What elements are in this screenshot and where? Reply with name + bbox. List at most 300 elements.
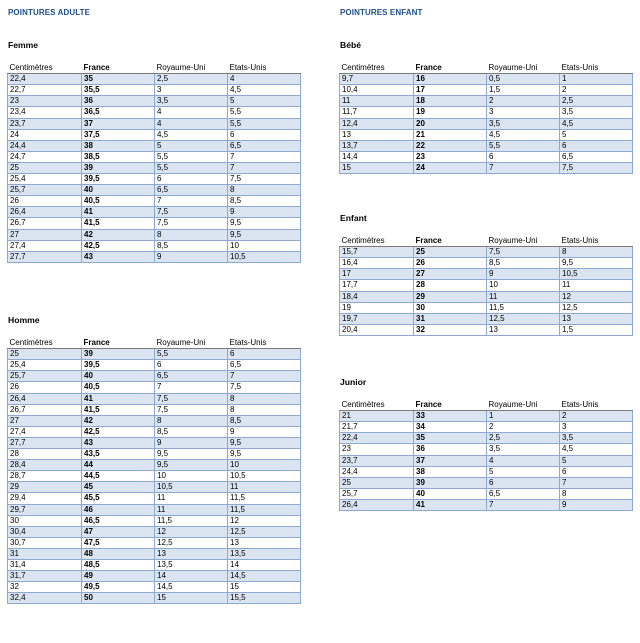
cell-etats-unis: 7,5	[560, 162, 633, 173]
cell-france: 37	[82, 118, 155, 129]
cell-royaume-uni: 14,5	[155, 582, 228, 593]
column-header-royaume-uni: Royaume-Uni	[487, 400, 560, 411]
column-header-centimetres: Centimètres	[8, 63, 82, 74]
cell-centimetres: 22,7	[8, 85, 82, 96]
cell-etats-unis: 9	[560, 499, 633, 510]
cell-etats-unis: 9	[228, 426, 301, 437]
cell-centimetres: 30	[8, 515, 82, 526]
table-row	[8, 207, 301, 218]
column-header-etats-unis: Etats-Unis	[228, 63, 301, 74]
table-row	[8, 493, 301, 504]
cell-royaume-uni: 6,5	[155, 371, 228, 382]
cell-centimetres: 23	[8, 96, 82, 107]
cell-royaume-uni: 13,5	[155, 559, 228, 570]
column-header-centimetres: Centimètres	[8, 338, 82, 349]
cell-etats-unis: 11,5	[228, 493, 301, 504]
table-row	[340, 444, 633, 455]
cell-royaume-uni: 1	[487, 411, 560, 422]
cell-etats-unis: 4,5	[228, 85, 301, 96]
cell-royaume-uni: 7,5	[155, 393, 228, 404]
cell-centimetres: 22,4	[8, 74, 82, 85]
cell-centimetres: 30,4	[8, 526, 82, 537]
cell-centimetres: 24,4	[8, 140, 82, 151]
table-row	[8, 349, 301, 360]
cell-centimetres: 23,7	[340, 455, 414, 466]
bebe-table	[339, 63, 633, 174]
cell-centimetres: 28,7	[8, 471, 82, 482]
cell-centimetres: 21	[340, 411, 414, 422]
cell-france: 46	[82, 504, 155, 515]
column-header-centimetres: Centimètres	[340, 63, 414, 74]
table-row	[8, 393, 301, 404]
cell-royaume-uni: 2,5	[487, 433, 560, 444]
cell-royaume-uni: 2	[487, 422, 560, 433]
cell-centimetres: 27	[8, 229, 82, 240]
table-row	[8, 140, 301, 151]
cell-royaume-uni: 5	[155, 140, 228, 151]
table-row	[340, 411, 633, 422]
table-row	[8, 471, 301, 482]
cell-royaume-uni: 10,5	[155, 482, 228, 493]
column-header-royaume-uni: Royaume-Uni	[487, 63, 560, 74]
table-row	[340, 488, 633, 499]
cell-etats-unis: 2,5	[560, 96, 633, 107]
table-row	[340, 466, 633, 477]
cell-centimetres: 31,7	[8, 571, 82, 582]
cell-royaume-uni: 10	[487, 280, 560, 291]
cell-centimetres: 30,7	[8, 537, 82, 548]
cell-etats-unis: 14,5	[228, 571, 301, 582]
cell-etats-unis: 10,5	[560, 269, 633, 280]
cell-france: 26	[414, 258, 487, 269]
cell-etats-unis: 5,5	[228, 118, 301, 129]
cell-royaume-uni: 8,5	[155, 426, 228, 437]
cell-centimetres: 28,4	[8, 460, 82, 471]
cell-france: 38	[414, 466, 487, 477]
cell-royaume-uni: 2	[487, 96, 560, 107]
cell-france: 19	[414, 107, 487, 118]
cell-centimetres: 25	[8, 162, 82, 173]
table-row	[340, 140, 633, 151]
cell-centimetres: 23,4	[8, 107, 82, 118]
cell-royaume-uni: 12,5	[487, 313, 560, 324]
cell-royaume-uni: 7,5	[155, 404, 228, 415]
cell-centimetres: 11,7	[340, 107, 414, 118]
cell-royaume-uni: 9,5	[155, 449, 228, 460]
table-row	[8, 162, 301, 173]
cell-etats-unis: 10,5	[228, 251, 301, 262]
cell-centimetres: 18,4	[340, 291, 414, 302]
table-row	[8, 482, 301, 493]
cell-royaume-uni: 1,5	[487, 85, 560, 96]
cell-royaume-uni: 6,5	[487, 488, 560, 499]
column-header-france: France	[414, 63, 487, 74]
table-row	[340, 96, 633, 107]
cell-royaume-uni: 8,5	[487, 258, 560, 269]
table-row	[8, 382, 301, 393]
cell-france: 21	[414, 129, 487, 140]
cell-etats-unis: 9,5	[228, 437, 301, 448]
cell-centimetres: 24	[8, 129, 82, 140]
homme-table	[7, 338, 301, 604]
table-row	[8, 515, 301, 526]
cell-france: 35	[82, 74, 155, 85]
cell-centimetres: 20,4	[340, 324, 414, 335]
table-row	[8, 537, 301, 548]
table-row	[8, 548, 301, 559]
cell-france: 27	[414, 269, 487, 280]
cell-france: 39	[414, 477, 487, 488]
cell-centimetres: 11	[340, 96, 414, 107]
enfant-table	[339, 236, 633, 336]
table-row	[340, 280, 633, 291]
cell-centimetres: 26	[8, 382, 82, 393]
cell-centimetres: 25,4	[8, 174, 82, 185]
table-row	[340, 422, 633, 433]
cell-centimetres: 25,4	[8, 360, 82, 371]
cell-etats-unis: 5,5	[228, 107, 301, 118]
cell-royaume-uni: 7	[155, 382, 228, 393]
cell-france: 18	[414, 96, 487, 107]
table-row	[8, 582, 301, 593]
column-header-etats-unis: Etats-Unis	[560, 400, 633, 411]
cell-france: 42	[82, 415, 155, 426]
cell-centimetres: 9,7	[340, 74, 414, 85]
cell-royaume-uni: 4	[487, 455, 560, 466]
cell-centimetres: 17	[340, 269, 414, 280]
cell-etats-unis: 1,5	[560, 324, 633, 335]
cell-france: 49,5	[82, 582, 155, 593]
table-row	[340, 258, 633, 269]
table-row	[8, 96, 301, 107]
cell-etats-unis: 11	[560, 280, 633, 291]
junior-title: Junior	[340, 377, 367, 387]
table-row	[340, 313, 633, 324]
cell-france: 48	[82, 548, 155, 559]
cell-france: 34	[414, 422, 487, 433]
cell-etats-unis: 7	[228, 371, 301, 382]
cell-etats-unis: 9,5	[228, 218, 301, 229]
table-row	[340, 433, 633, 444]
cell-etats-unis: 6,5	[228, 140, 301, 151]
cell-royaume-uni: 4,5	[155, 129, 228, 140]
cell-royaume-uni: 5,5	[155, 162, 228, 173]
cell-france: 45	[82, 482, 155, 493]
cell-royaume-uni: 9	[155, 251, 228, 262]
cell-etats-unis: 6,5	[560, 151, 633, 162]
cell-royaume-uni: 7,5	[487, 247, 560, 258]
cell-royaume-uni: 6	[155, 174, 228, 185]
cell-royaume-uni: 5,5	[155, 349, 228, 360]
cell-france: 40	[82, 371, 155, 382]
cell-centimetres: 25,7	[8, 185, 82, 196]
cell-etats-unis: 3	[560, 422, 633, 433]
cell-etats-unis: 9,5	[228, 449, 301, 460]
cell-france: 38,5	[82, 151, 155, 162]
cell-etats-unis: 7,5	[228, 382, 301, 393]
cell-etats-unis: 15,5	[228, 593, 301, 604]
cell-france: 41,5	[82, 218, 155, 229]
cell-etats-unis: 3,5	[560, 433, 633, 444]
cell-centimetres: 32	[8, 582, 82, 593]
cell-royaume-uni: 3,5	[487, 444, 560, 455]
cell-centimetres: 29	[8, 482, 82, 493]
cell-france: 37	[414, 455, 487, 466]
cell-royaume-uni: 11	[155, 493, 228, 504]
cell-etats-unis: 7,5	[228, 174, 301, 185]
table-row	[8, 174, 301, 185]
cell-france: 33	[414, 411, 487, 422]
table-row	[340, 499, 633, 510]
cell-centimetres: 17,7	[340, 280, 414, 291]
table-row	[8, 437, 301, 448]
table-row	[8, 74, 301, 85]
cell-royaume-uni: 6,5	[155, 185, 228, 196]
cell-france: 35,5	[82, 85, 155, 96]
cell-etats-unis: 12,5	[560, 302, 633, 313]
cell-royaume-uni: 12	[155, 526, 228, 537]
cell-france: 48,5	[82, 559, 155, 570]
table-row	[8, 129, 301, 140]
cell-royaume-uni: 0,5	[487, 74, 560, 85]
cell-centimetres: 10,4	[340, 85, 414, 96]
cell-royaume-uni: 3,5	[487, 118, 560, 129]
cell-centimetres: 32,4	[8, 593, 82, 604]
cell-france: 29	[414, 291, 487, 302]
cell-etats-unis: 13	[228, 537, 301, 548]
cell-etats-unis: 13,5	[228, 548, 301, 559]
cell-etats-unis: 15	[228, 582, 301, 593]
cell-france: 43,5	[82, 449, 155, 460]
table-row	[8, 571, 301, 582]
cell-france: 47,5	[82, 537, 155, 548]
table-row	[340, 247, 633, 258]
table-row	[340, 269, 633, 280]
column-header-centimetres: Centimètres	[340, 236, 414, 247]
cell-france: 25	[414, 247, 487, 258]
cell-etats-unis: 9	[228, 207, 301, 218]
cell-france: 43	[82, 251, 155, 262]
femme-title: Femme	[8, 40, 39, 50]
cell-centimetres: 26,7	[8, 218, 82, 229]
cell-france: 43	[82, 437, 155, 448]
cell-centimetres: 29,4	[8, 493, 82, 504]
bebe-title: Bébé	[340, 40, 362, 50]
cell-france: 35	[414, 433, 487, 444]
cell-centimetres: 13,7	[340, 140, 414, 151]
cell-etats-unis: 2	[560, 411, 633, 422]
cell-france: 16	[414, 74, 487, 85]
cell-royaume-uni: 7	[487, 499, 560, 510]
table-row	[8, 229, 301, 240]
cell-france: 24	[414, 162, 487, 173]
table-row	[340, 74, 633, 85]
cell-france: 46,5	[82, 515, 155, 526]
table-row	[340, 85, 633, 96]
cell-etats-unis: 7	[560, 477, 633, 488]
cell-etats-unis: 7	[228, 162, 301, 173]
cell-centimetres: 15	[340, 162, 414, 173]
cell-etats-unis: 4,5	[560, 118, 633, 129]
junior-table	[339, 400, 633, 511]
cell-etats-unis: 8	[228, 185, 301, 196]
cell-france: 41,5	[82, 404, 155, 415]
column-header-centimetres: Centimètres	[340, 400, 414, 411]
cell-france: 50	[82, 593, 155, 604]
cell-etats-unis: 5	[228, 96, 301, 107]
cell-france: 17	[414, 85, 487, 96]
column-header-royaume-uni: Royaume-Uni	[155, 338, 228, 349]
table-header-row	[340, 63, 633, 74]
cell-centimetres: 21,7	[340, 422, 414, 433]
cell-centimetres: 31	[8, 548, 82, 559]
cell-centimetres: 27,4	[8, 240, 82, 251]
table-row	[8, 371, 301, 382]
cell-centimetres: 19,7	[340, 313, 414, 324]
cell-france: 23	[414, 151, 487, 162]
cell-centimetres: 29,7	[8, 504, 82, 515]
cell-france: 28	[414, 280, 487, 291]
cell-centimetres: 16,4	[340, 258, 414, 269]
cell-etats-unis: 8,5	[228, 415, 301, 426]
cell-france: 44,5	[82, 471, 155, 482]
table-row	[340, 118, 633, 129]
table-row	[340, 107, 633, 118]
cell-centimetres: 26	[8, 196, 82, 207]
cell-centimetres: 31,4	[8, 559, 82, 570]
table-row	[8, 449, 301, 460]
cell-centimetres: 28	[8, 449, 82, 460]
cell-france: 32	[414, 324, 487, 335]
cell-royaume-uni: 13	[487, 324, 560, 335]
cell-royaume-uni: 8	[155, 415, 228, 426]
cell-royaume-uni: 15	[155, 593, 228, 604]
column-header-france: France	[82, 338, 155, 349]
cell-royaume-uni: 8	[155, 229, 228, 240]
column-header-royaume-uni: Royaume-Uni	[155, 63, 228, 74]
cell-france: 20	[414, 118, 487, 129]
cell-centimetres: 13	[340, 129, 414, 140]
cell-centimetres: 26,7	[8, 404, 82, 415]
table-row	[8, 240, 301, 251]
cell-france: 45,5	[82, 493, 155, 504]
cell-royaume-uni: 9,5	[155, 460, 228, 471]
homme-title: Homme	[8, 315, 40, 325]
cell-centimetres: 19	[340, 302, 414, 313]
table-row	[8, 251, 301, 262]
cell-etats-unis: 14	[228, 559, 301, 570]
cell-royaume-uni: 5	[487, 466, 560, 477]
table-row	[8, 85, 301, 96]
cell-etats-unis: 6	[560, 140, 633, 151]
cell-centimetres: 27,7	[8, 251, 82, 262]
cell-royaume-uni: 4	[155, 118, 228, 129]
cell-centimetres: 15,7	[340, 247, 414, 258]
table-row	[340, 129, 633, 140]
cell-royaume-uni: 3	[155, 85, 228, 96]
cell-royaume-uni: 10	[155, 471, 228, 482]
cell-france: 39	[82, 162, 155, 173]
table-row	[8, 504, 301, 515]
table-header-row	[340, 236, 633, 247]
cell-france: 38	[82, 140, 155, 151]
cell-etats-unis: 11	[228, 482, 301, 493]
adult-section-title: POINTURES ADULTE	[8, 8, 91, 17]
table-row	[8, 107, 301, 118]
cell-centimetres: 26,4	[340, 499, 414, 510]
cell-royaume-uni: 6	[487, 477, 560, 488]
cell-etats-unis: 12	[560, 291, 633, 302]
cell-france: 40,5	[82, 196, 155, 207]
cell-etats-unis: 10,5	[228, 471, 301, 482]
table-row	[8, 118, 301, 129]
table-header-row	[340, 400, 633, 411]
cell-etats-unis: 6	[228, 349, 301, 360]
cell-etats-unis: 8	[228, 393, 301, 404]
enfant-title: Enfant	[340, 213, 367, 223]
cell-france: 41	[82, 393, 155, 404]
cell-royaume-uni: 9	[487, 269, 560, 280]
cell-etats-unis: 2	[560, 85, 633, 96]
cell-etats-unis: 11,5	[228, 504, 301, 515]
cell-france: 39,5	[82, 174, 155, 185]
table-row	[8, 360, 301, 371]
table-row	[340, 324, 633, 335]
cell-royaume-uni: 9	[155, 437, 228, 448]
table-row	[8, 151, 301, 162]
child-section-title: POINTURES ENFANT	[340, 8, 423, 17]
cell-france: 41	[414, 499, 487, 510]
table-row	[8, 196, 301, 207]
cell-royaume-uni: 5,5	[155, 151, 228, 162]
table-row	[8, 218, 301, 229]
cell-royaume-uni: 6	[487, 151, 560, 162]
table-row	[8, 404, 301, 415]
cell-france: 37,5	[82, 129, 155, 140]
table-row	[340, 477, 633, 488]
cell-royaume-uni: 6	[155, 360, 228, 371]
table-row	[8, 460, 301, 471]
cell-etats-unis: 6	[228, 129, 301, 140]
table-header-row	[8, 63, 301, 74]
cell-centimetres: 27,4	[8, 426, 82, 437]
cell-etats-unis: 9,5	[560, 258, 633, 269]
cell-france: 30	[414, 302, 487, 313]
cell-royaume-uni: 11	[155, 504, 228, 515]
cell-etats-unis: 8,5	[228, 196, 301, 207]
cell-centimetres: 27,7	[8, 437, 82, 448]
cell-centimetres: 23,7	[8, 118, 82, 129]
column-header-etats-unis: Etats-Unis	[560, 236, 633, 247]
table-row	[8, 593, 301, 604]
cell-etats-unis: 6,5	[228, 360, 301, 371]
cell-etats-unis: 12	[228, 515, 301, 526]
cell-royaume-uni: 4	[155, 107, 228, 118]
cell-france: 39,5	[82, 360, 155, 371]
cell-france: 44	[82, 460, 155, 471]
cell-france: 42	[82, 229, 155, 240]
cell-royaume-uni: 12,5	[155, 537, 228, 548]
cell-france: 40	[82, 185, 155, 196]
column-header-france: France	[414, 236, 487, 247]
cell-etats-unis: 8	[560, 247, 633, 258]
cell-france: 42,5	[82, 240, 155, 251]
cell-centimetres: 25	[340, 477, 414, 488]
cell-etats-unis: 10	[228, 460, 301, 471]
cell-centimetres: 23	[340, 444, 414, 455]
column-header-etats-unis: Etats-Unis	[560, 63, 633, 74]
cell-royaume-uni: 11,5	[155, 515, 228, 526]
